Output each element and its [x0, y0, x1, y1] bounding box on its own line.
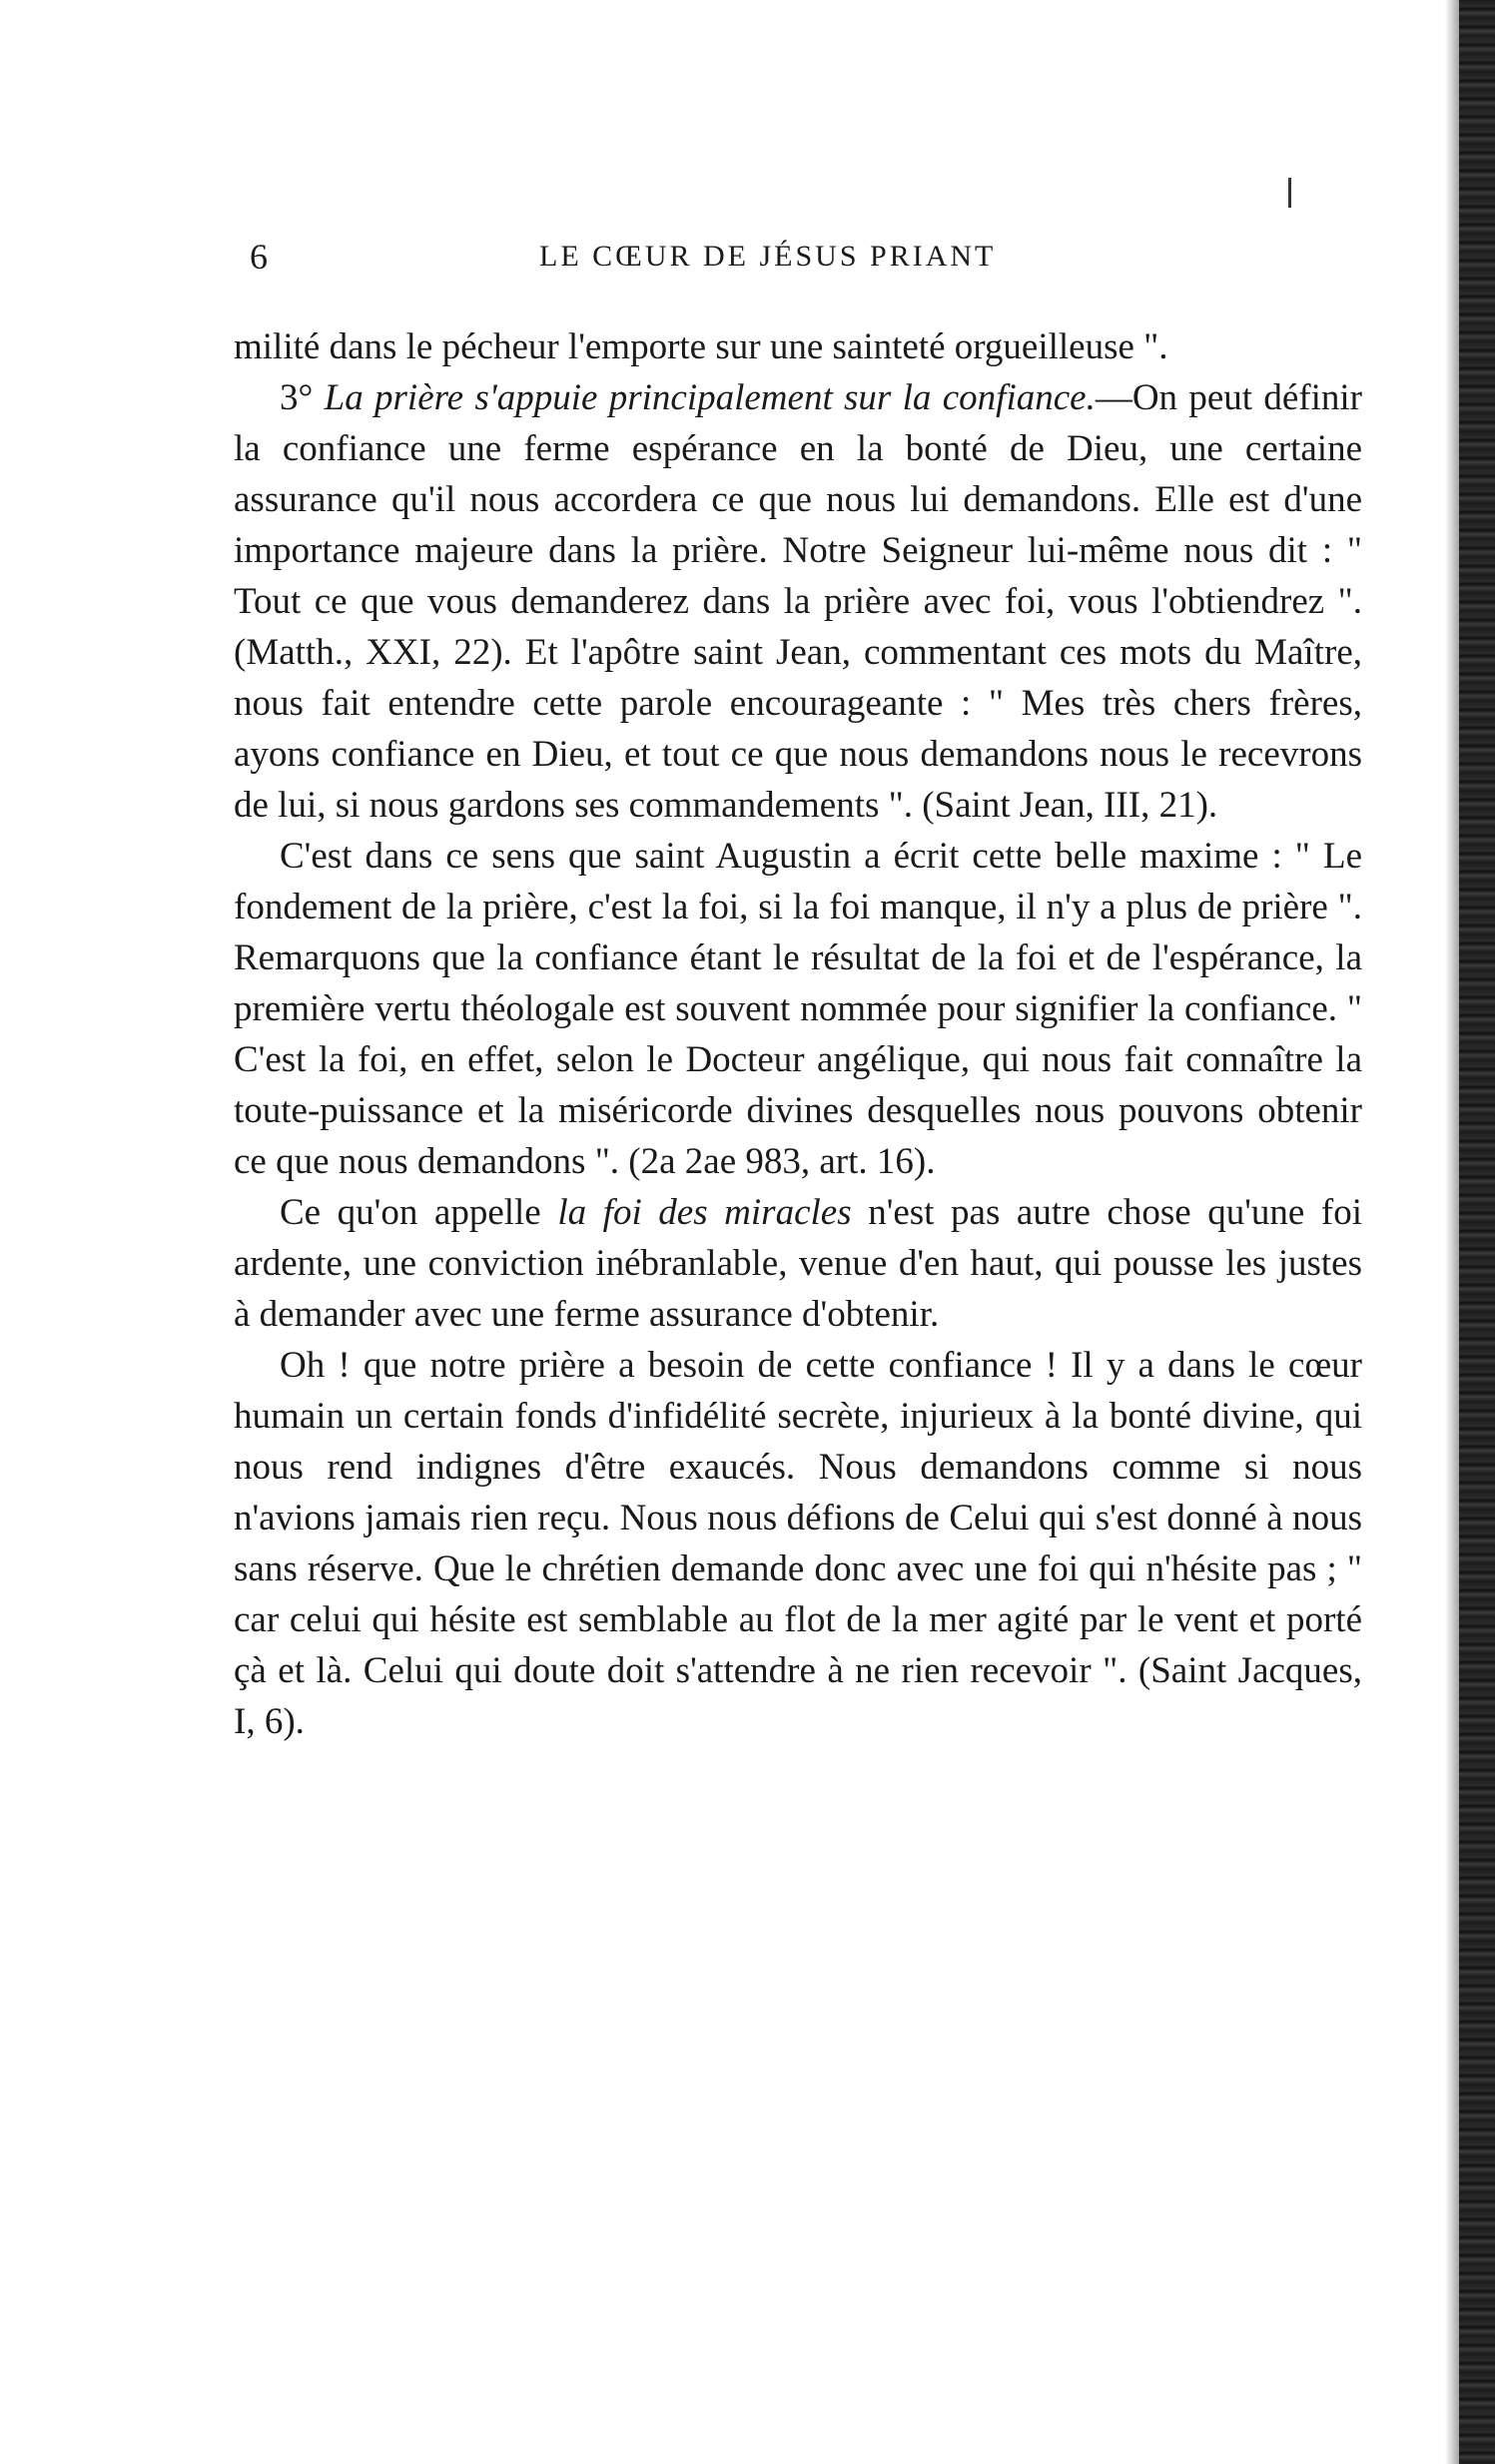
margin-tick-mark: [1288, 178, 1291, 208]
paragraph-2: [234, 372, 1362, 831]
paragraph-2-heading: La prière s'appuie principalement sur la confiance.: [324, 377, 1096, 418]
paragraph-4: [234, 1187, 1362, 1340]
page-number: 6: [250, 237, 268, 277]
paragraph-2-text: —On peut définir la confiance une ferme espérance en la bonté de Dieu, une certaine assurance qu'il nous accordera ce que nous lui demandons. Elle est d'une importance majeure dans la prière. Notre Seigneur lui-même nous dit : " Tout ce que vous demanderez dans la prière avec foi, vous l'obtiendrez ". (Matth., XXI, 22). Et l'apôtre saint Jean, commentant ces mots du Maître, nous fait entendre cette parole encourageante : " Mes très chers frères, ayons confiance en Dieu, et tout ce que nous demandons nous le recevrons de lui, si nous gardons ses commandements ". (Saint Jean, III, 21).: [234, 377, 1363, 826]
running-header: [250, 232, 1358, 282]
paragraph-3: C'est dans ce sens que saint Augustin a écrit cette belle maxime : " Le fondement de la prière, c'est la foi, si la foi manque, il n'y a plus de prière ". Remarquons que la confiance étant le résultat de la foi et de l'espérance, la première vertu théologale est souvent nommée pour signifier la confiance. " C'est la foi, en effet, selon le Docteur angélique, qui nous fait connaître la toute-puissance et la miséricorde divines desquelles nous pouvons obtenir ce que nous demandons ". (2a 2ae 983, art. 16).: [234, 836, 1362, 1182]
paragraph-2-number: 3°: [280, 377, 314, 418]
running-title: LE CŒUR DE JÉSUS PRIANT: [539, 240, 997, 273]
paragraph-1: milité dans le pécheur l'emporte sur une sainteté orgueilleuse ".: [234, 326, 1168, 367]
scan-page-edge: [1459, 0, 1495, 2464]
paragraph-4-text: n'est pas autre chose qu'une foi ardente, une conviction inébranlable, venue d'en haut, qui pousse les justes à demander avec une ferme assurance d'obtenir.: [234, 1192, 1363, 1335]
paragraph-4-start: Ce qu'on appelle: [280, 1192, 541, 1233]
paragraph-4-italic: la foi des miracles: [557, 1192, 852, 1233]
paragraph-5: Oh ! que notre prière a besoin de cette confiance ! Il y a dans le cœur humain un certain fonds d'infidélité secrète, injurieux à la bonté divine, qui nous rend indignes d'être exaucés. Nous demandons comme si nous n'avions jamais rien reçu. Nous nous défions de Celui qui s'est donné à nous sans réserve. Que le chrétien demande donc avec une foi qui n'hésite pas ; " car celui qui hésite est semblable au flot de la mer agité par le vent et porté çà et là. Celui qui doute doit s'attendre à ne rien recevoir ". (Saint Jacques, I, 6).: [234, 1345, 1362, 1742]
scan-edge-shadow: [1445, 0, 1459, 2464]
body-text: [234, 321, 1362, 1747]
